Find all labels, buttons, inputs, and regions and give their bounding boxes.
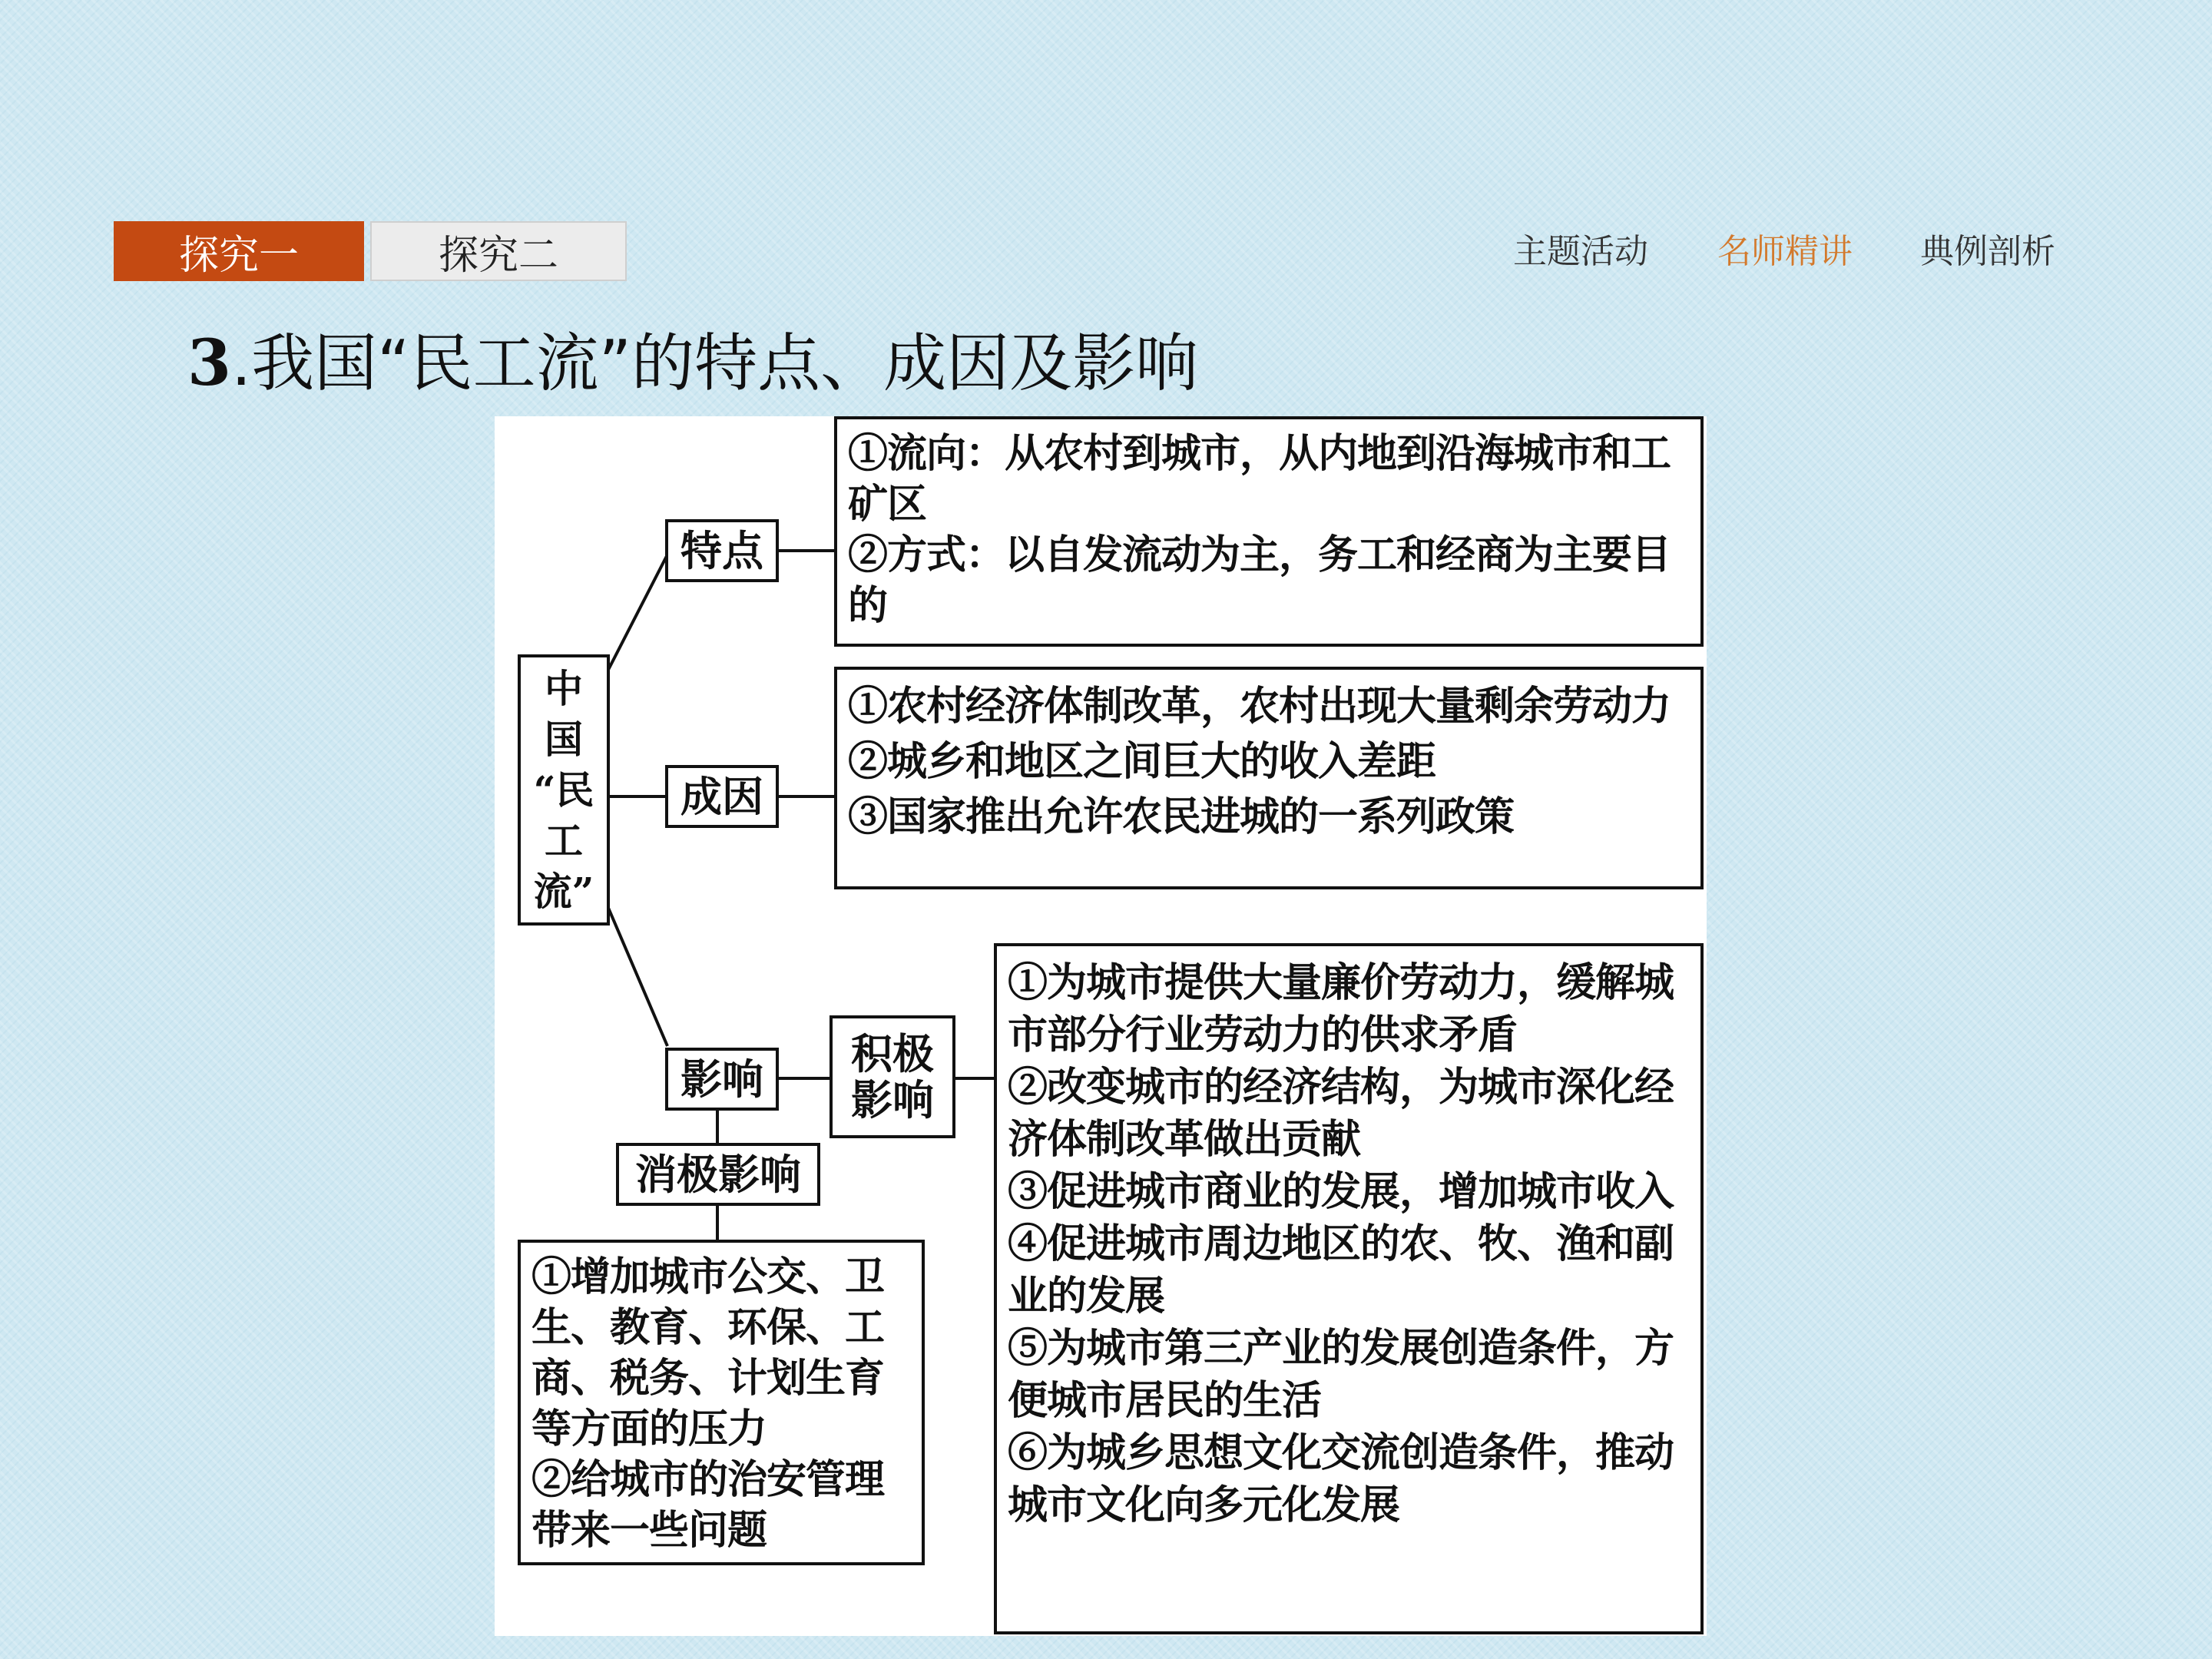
negative-impact-box (518, 1240, 925, 1565)
page-title (187, 313, 1198, 403)
positive-impact-item: ⑤为城市第三产业的发展创造条件，方便城市居民的生活 (1008, 1325, 1674, 1424)
features-box (834, 416, 1704, 647)
causes-label: 成因 (680, 771, 763, 821)
features-node (665, 519, 779, 582)
tab-explore-one[interactable]: 探究一 (114, 221, 364, 281)
causes-box (834, 667, 1704, 889)
negative-impact-node (616, 1143, 820, 1206)
positive-impact-item: ⑥为城乡思想文化交流创造条件，推动城市文化向多元化发展 (1008, 1429, 1674, 1528)
positive-impact-node (830, 1015, 955, 1138)
positive-impact-item: ④促进城市周边地区的农、牧、渔和副业的发展 (1008, 1220, 1674, 1320)
features-item: ①流向：从农村到城市，从内地到沿海城市和工矿区 (848, 430, 1671, 528)
features-item: ②方式：以自发流动为主，务工和经商为主要目的 (848, 531, 1671, 629)
nav-example-analysis[interactable]: 典例剖析 (1920, 232, 2055, 271)
impacts-node (665, 1048, 779, 1111)
connector-root-impacts (608, 908, 667, 1046)
title-number: 3 (187, 326, 232, 400)
root-label: 中 国 “民 工 流” (533, 665, 594, 914)
title-text: .我国“民工流”的特点、成因及影响 (231, 327, 1199, 400)
negative-impact-label: 消极影响 (635, 1149, 801, 1199)
tab-explore-two[interactable]: 探究二 (370, 221, 627, 281)
causes-item: ③国家推出允许农民进城的一系列政策 (848, 793, 1515, 840)
nav-teacher-lecture[interactable]: 名师精讲 (1717, 232, 1853, 271)
causes-item: ②城乡和地区之间巨大的收入差距 (848, 738, 1436, 785)
nav-theme-activity[interactable]: 主题活动 (1513, 232, 1648, 271)
positive-impact-label: 积极影响 (851, 1028, 934, 1124)
features-label: 特点 (680, 525, 763, 575)
root-node (518, 654, 610, 926)
causes-item: ①农村经济体制改革，农村出现大量剩余劳动力 (848, 683, 1671, 730)
negative-impact-item: ②给城市的治安管理带来一些问题 (531, 1456, 885, 1554)
causes-node (665, 765, 779, 828)
positive-impact-box (994, 943, 1704, 1634)
negative-impact-item: ①增加城市公交、卫生、教育、环保、工商、税务、计划生育等方面的压力 (531, 1253, 885, 1452)
migrant-worker-flow-diagram (495, 416, 1707, 1636)
connector-root-features (608, 555, 667, 670)
positive-impact-item: ③促进城市商业的发展，增加城市收入 (1008, 1168, 1674, 1215)
impacts-label: 影响 (680, 1054, 763, 1104)
positive-impact-item: ②改变城市的经济结构，为城市深化经济体制改革做出贡献 (1008, 1064, 1674, 1163)
positive-impact-item: ①为城市提供大量廉价劳动力，缓解城市部分行业劳动力的供求矛盾 (1008, 959, 1674, 1058)
